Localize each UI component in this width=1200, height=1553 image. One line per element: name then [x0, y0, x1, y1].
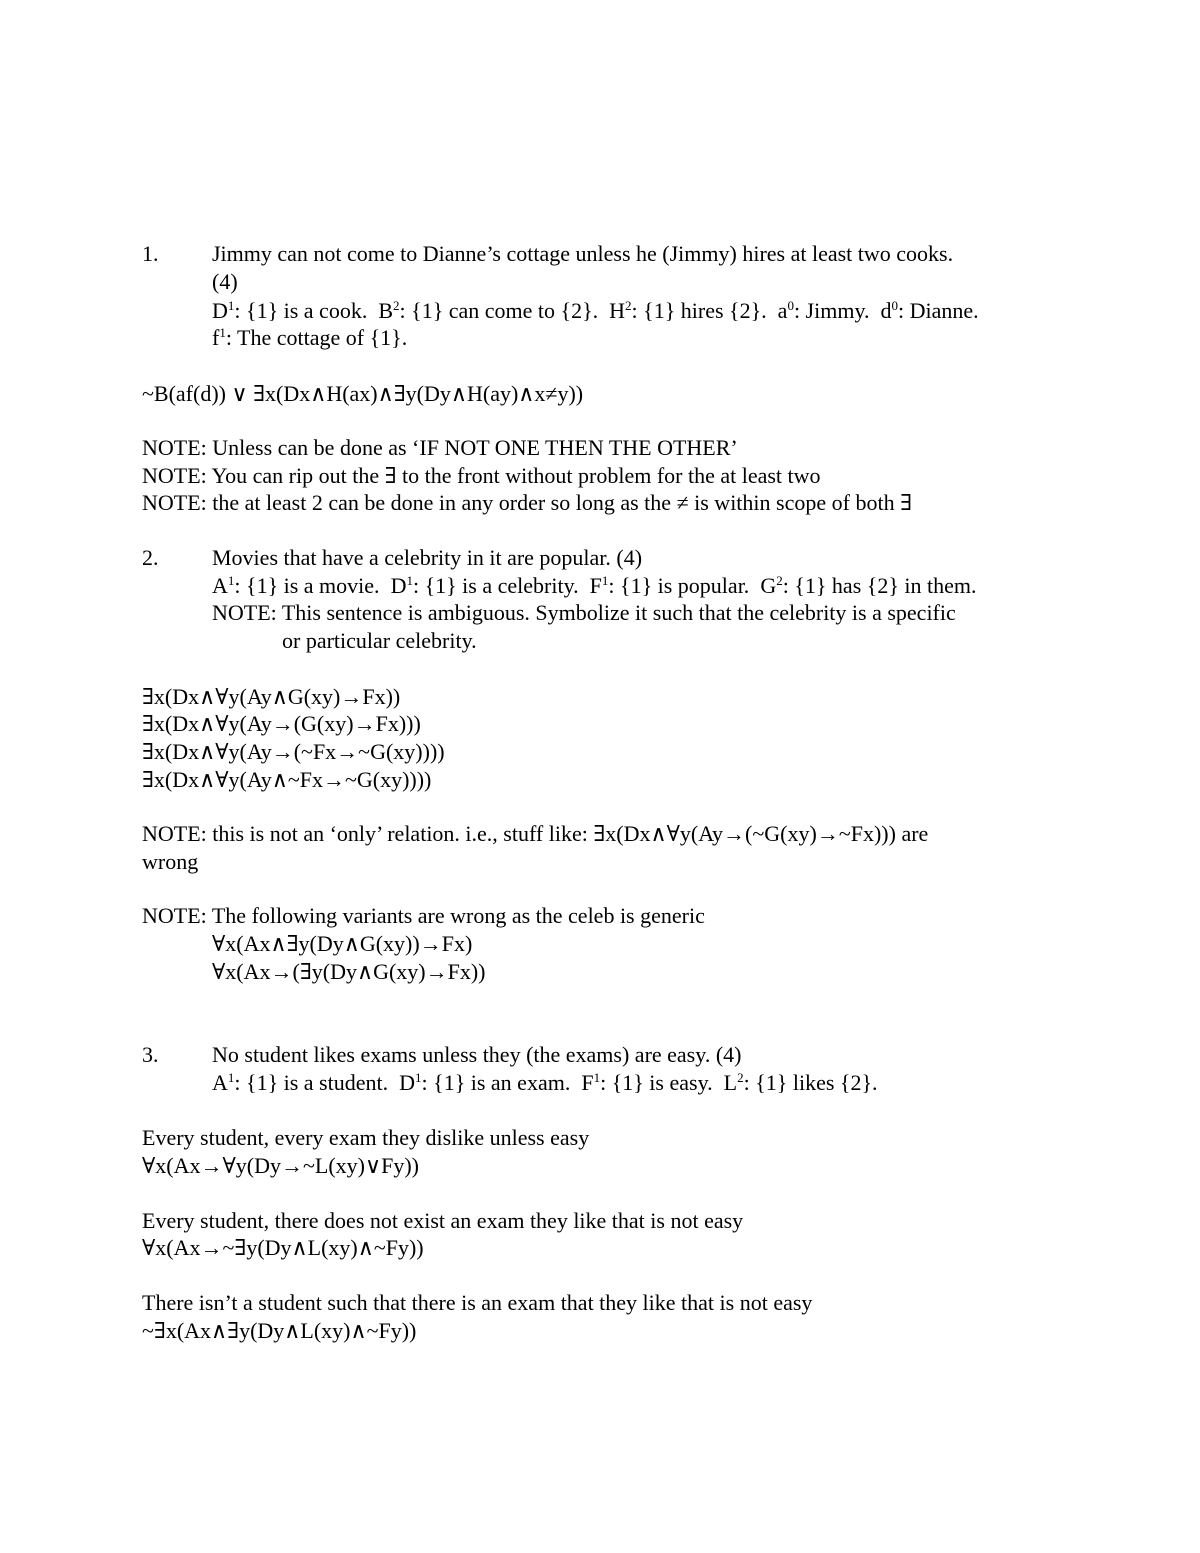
- key-meaning: : The cottage of {1}.: [225, 325, 408, 350]
- q2-only-note-cont: wrong: [142, 849, 199, 874]
- key-symbol: D: [399, 1070, 416, 1095]
- q3-reading-formula: ~∃x(Ax∧∃y(Dy∧L(xy)∧~Fy)): [142, 1318, 417, 1343]
- key-symbol: D: [212, 298, 228, 323]
- q2-variants-note: NOTE: The following variants are wrong as the celeb is generic: [142, 903, 705, 928]
- q3-reading-formula: ∀x(Ax→∀y(Dy→~L(xy)∨Fy)): [142, 1153, 419, 1178]
- key-arity: 1: [227, 298, 235, 313]
- q2-answer-formula: ∃x(Dx∧∀y(Ay→(~Fx→~G(xy)))): [142, 739, 445, 764]
- key-meaning: : Jimmy.: [793, 298, 881, 323]
- q1-symbol-key: [212, 297, 979, 324]
- key-arity: 1: [227, 573, 235, 588]
- q2-ambiguity-note-cont: or particular celebrity.: [282, 628, 477, 653]
- q1-symbol-key-line2: [212, 324, 407, 351]
- key-symbol: F: [581, 1070, 594, 1095]
- key-meaning: : {1} is an exam.: [421, 1070, 582, 1095]
- key-arity: 1: [593, 1070, 601, 1085]
- q2-wrong-variant: ∀x(Ax→(∃y(Dy∧G(xy)→Fx)): [212, 959, 486, 984]
- q2-answer-formula: ∃x(Dx∧∀y(Ay→(G(xy)→Fx))): [142, 711, 421, 736]
- key-symbol: D: [390, 573, 407, 598]
- key-arity: 1: [415, 1070, 422, 1085]
- q2-only-note: NOTE: this is not an ‘only’ relation. i.e., stuff like: ∃x(Dx∧∀y(Ay→(~G(xy)→~Fx))) are: [142, 821, 929, 846]
- q1-note: NOTE: You can rip out the ∃ to the front without problem for the at least two: [142, 463, 821, 488]
- q2-answer-formula: ∃x(Dx∧∀y(Ay∧~Fx→~G(xy)))): [142, 767, 432, 792]
- key-symbol: A: [212, 1070, 228, 1095]
- key-symbol: L: [723, 1070, 738, 1095]
- key-meaning: : {1} is easy.: [600, 1070, 724, 1095]
- key-symbol: B: [378, 298, 394, 323]
- q1-answer-formula: ~B(af(d)) ∨ ∃x(Dx∧H(ax)∧∃y(Dy∧H(ay)∧x≠y)): [142, 381, 584, 406]
- q3-reading-gloss: There isn’t a student such that there is an exam that they like that is not easy: [142, 1290, 813, 1315]
- key-meaning: : {1} has {2} in them.: [782, 573, 977, 598]
- key-symbol: a: [777, 298, 788, 323]
- q1-number: 1.: [142, 241, 159, 266]
- key-symbol: G: [760, 573, 777, 598]
- q2-wrong-variant: ∀x(Ax∧∃y(Dy∧G(xy))→Fx): [212, 931, 473, 956]
- key-meaning: : {1} is a student.: [234, 1070, 400, 1095]
- key-meaning: : {1} can come to {2}.: [399, 298, 610, 323]
- key-meaning: : {1} is a cook.: [234, 298, 379, 323]
- key-meaning: : {1} likes {2}.: [743, 1070, 878, 1095]
- q3-reading-gloss: Every student, there does not exist an exam they like that is not easy: [142, 1208, 744, 1233]
- key-arity: 1: [601, 573, 609, 588]
- key-meaning: : {1} is popular.: [608, 573, 761, 598]
- key-arity: 2: [776, 573, 783, 588]
- q2-symbol-key: [212, 572, 976, 599]
- key-arity: 2: [393, 298, 400, 313]
- key-symbol: f: [212, 325, 220, 350]
- q2-number: 2.: [142, 545, 159, 570]
- q2-prompt: Movies that have a celebrity in it are popular. (4): [212, 545, 643, 570]
- q3-number: 3.: [142, 1042, 159, 1067]
- key-meaning: : {1} hires {2}.: [631, 298, 778, 323]
- key-symbol: d: [880, 298, 892, 323]
- q1-note: NOTE: Unless can be done as ‘IF NOT ONE THEN THE OTHER’: [142, 435, 738, 460]
- q1-points: (4): [212, 269, 238, 294]
- key-symbol: A: [212, 573, 228, 598]
- q3-reading-gloss: Every student, every exam they dislike unless easy: [142, 1125, 590, 1150]
- key-arity: 0: [891, 298, 899, 313]
- key-arity: 0: [787, 298, 794, 313]
- key-arity: 1: [219, 325, 226, 340]
- q1-note: NOTE: the at least 2 can be done in any order so long as the ≠ is within scope of both ∃: [142, 490, 912, 515]
- key-symbol: H: [609, 298, 626, 323]
- key-arity: 1: [227, 1070, 235, 1085]
- key-meaning: : {1} is a celebrity.: [412, 573, 590, 598]
- q2-answer-formula: ∃x(Dx∧∀y(Ay∧G(xy)→Fx)): [142, 684, 401, 709]
- q3-prompt: No student likes exams unless they (the exams) are easy. (4): [212, 1042, 742, 1067]
- q2-ambiguity-note: NOTE: This sentence is ambiguous. Symbolize it such that the celebrity is a specific: [212, 600, 956, 625]
- key-arity: 2: [737, 1070, 744, 1085]
- q1-prompt: Jimmy can not come to Dianne’s cottage unless he (Jimmy) hires at least two cooks.: [212, 241, 954, 266]
- key-symbol: F: [589, 573, 602, 598]
- key-meaning: : {1} is a movie.: [234, 573, 391, 598]
- q3-symbol-key: [212, 1069, 878, 1096]
- key-meaning: : Dianne.: [898, 298, 979, 323]
- q3-reading-formula: ∀x(Ax→~∃y(Dy∧L(xy)∧~Fy)): [142, 1235, 424, 1260]
- key-arity: 2: [625, 298, 632, 313]
- key-arity: 1: [406, 573, 413, 588]
